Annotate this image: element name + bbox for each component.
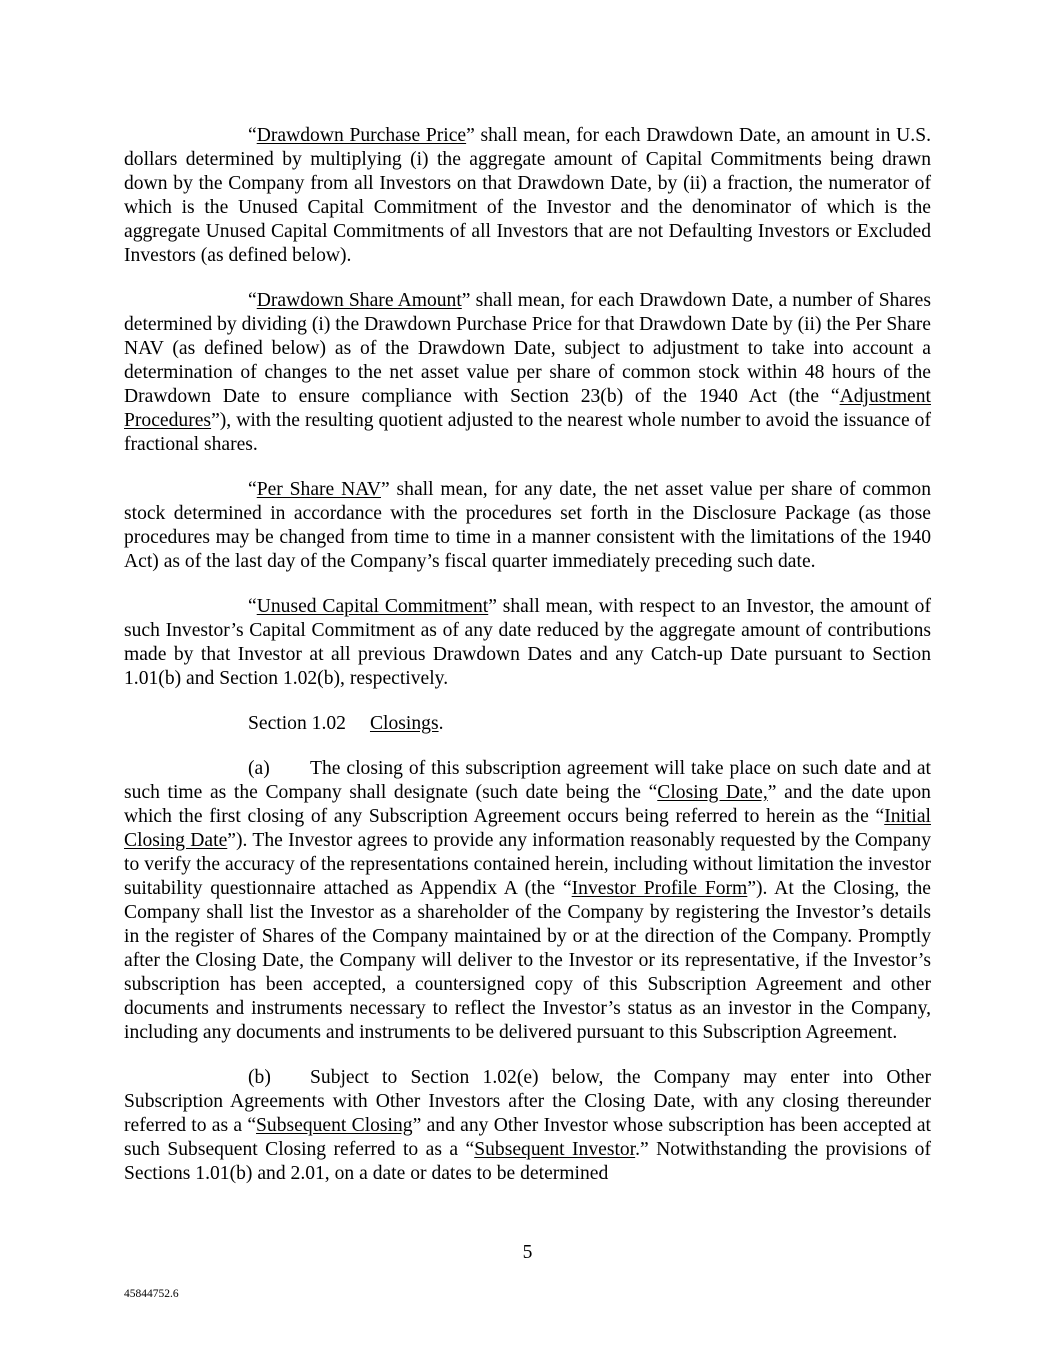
defined-term: Closing Date,	[657, 782, 768, 803]
subsection-text: ” and the date upon which the first closing of any Subscription Agreement occurs being referred to herein as the “	[124, 782, 931, 827]
subsection-text: ”). At the Closing, the Company shall list the Investor as a shareholder of the Company by registering the Investor’s details in the register of Shares of the Company maintained by or at the direction of the Company. Promptly after the Closing Date, the Company will deliver to the Investor or its representative, if the Investor’s subscription has been accepted, a countersigned copy of this Subscription Agreement and other documents and instruments necessary to reflect the Investor’s status as an investor in the Company, including any documents and instruments to be delivered pursuant to this Subscription Agreement.	[124, 878, 931, 1043]
definition-text: ”), with the resulting quotient adjusted to the nearest whole number to avoid the issuance of fractional shares.	[124, 410, 931, 455]
defined-term: Initial Closing Date	[124, 806, 931, 851]
section-number: Section 1.02	[248, 713, 346, 734]
open-quote: “	[248, 596, 257, 617]
defined-term: Investor Profile Form	[571, 878, 748, 899]
defined-term: Subsequent Investor	[474, 1139, 636, 1160]
defined-term: Per Share NAV	[256, 479, 381, 500]
section-heading	[124, 712, 931, 736]
definition-text: ” shall mean, for any date, the net asset value per share of common stock determined in accordance with the procedures set forth in the Disclosure Package (as those procedures may be changed from time to time in a manner consistent with the limitations of the 1940 Act) as of the last day of the Company’s fiscal quarter immediately preceding such date.	[124, 479, 931, 572]
defined-term: Drawdown Purchase Price	[256, 125, 467, 146]
subsection-text: The closing of this subscription agreement will take place on such date and at such time as the Company shall designate (such date being the “	[124, 758, 931, 803]
definition-text: ” shall mean, for each Drawdown Date, an amount in U.S. dollars determined by multiplying (i) the aggregate amount of Capital Commitments being drawn down by the Company from all Investors on that Drawdown Date, by (ii) a fraction, the numerator of which is the Unused Capital Commitment of the Investor and the denominator of which is the aggregate Unused Capital Commitments of all Investors that are not Defaulting Investors or Excluded Investors (as defined below).	[124, 125, 931, 266]
open-quote: “	[248, 479, 257, 500]
defined-term: Adjustment Procedures	[124, 386, 931, 431]
definition-text: ” shall mean, for each Drawdown Date, a number of Shares determined by dividing (i) the Drawdown Purchase Price for that Drawdown Date by (ii) the Per Share NAV (as defined below) as of the Drawdown Date, subject to adjustment to take into account a determination of changes to the net asset value per share of common stock within 48 hours of the Drawdown Date to ensure compliance with Section 23(b) of the 1940 Act (the “	[124, 290, 931, 407]
defined-term: Subsequent Closing	[256, 1115, 413, 1136]
defined-term: Unused Capital Commitment	[256, 596, 489, 617]
definition-text: ” shall mean, with respect to an Investor, the amount of such Investor’s Capital Commitment as of any date reduced by the aggregate amount of contributions made by that Investor at all previous Drawdown Dates and any Catch-up Date pursuant to Section 1.01(b) and Section 1.02(b), respectively.	[124, 596, 931, 689]
page-number: 5	[522, 1242, 533, 1263]
definition-per-share-nav	[124, 478, 931, 574]
section-title-end: .	[438, 713, 444, 734]
subsection-text: .” Notwithstanding the provisions of Sections 1.01(b) and 2.01, on a date or dates to be determined	[124, 1139, 931, 1184]
subsection-label: (a)	[248, 758, 270, 779]
open-quote: “	[248, 125, 257, 146]
subsection-b	[124, 1066, 931, 1186]
definition-drawdown-share-amount	[124, 289, 931, 457]
document-id: 45844752.6	[124, 1288, 179, 1300]
open-quote: “	[248, 290, 257, 311]
definition-drawdown-purchase-price	[124, 124, 931, 268]
document-page	[124, 124, 931, 1186]
defined-term: Drawdown Share Amount	[256, 290, 462, 311]
subsection-text: ”). The Investor agrees to provide any information reasonably requested by the Company to verify the accuracy of the representations contained herein, including without limitation the investor suitability questionnaire attached as Appendix A (the “	[124, 830, 932, 899]
section-title: Closings	[369, 713, 439, 734]
subsection-text: Subject to Section 1.02(e) below, the Company may enter into Other Subscription Agreements with Other Investors after the Closing Date, with any closing thereunder referred to as a “	[124, 1067, 931, 1136]
subsection-label: (b)	[248, 1067, 271, 1088]
subsection-a	[124, 757, 931, 1045]
subsection-text: ” and any Other Investor whose subscription has been accepted at such Subsequent Closing referred to as a “	[124, 1115, 931, 1160]
definition-unused-capital-commitment	[124, 595, 931, 691]
